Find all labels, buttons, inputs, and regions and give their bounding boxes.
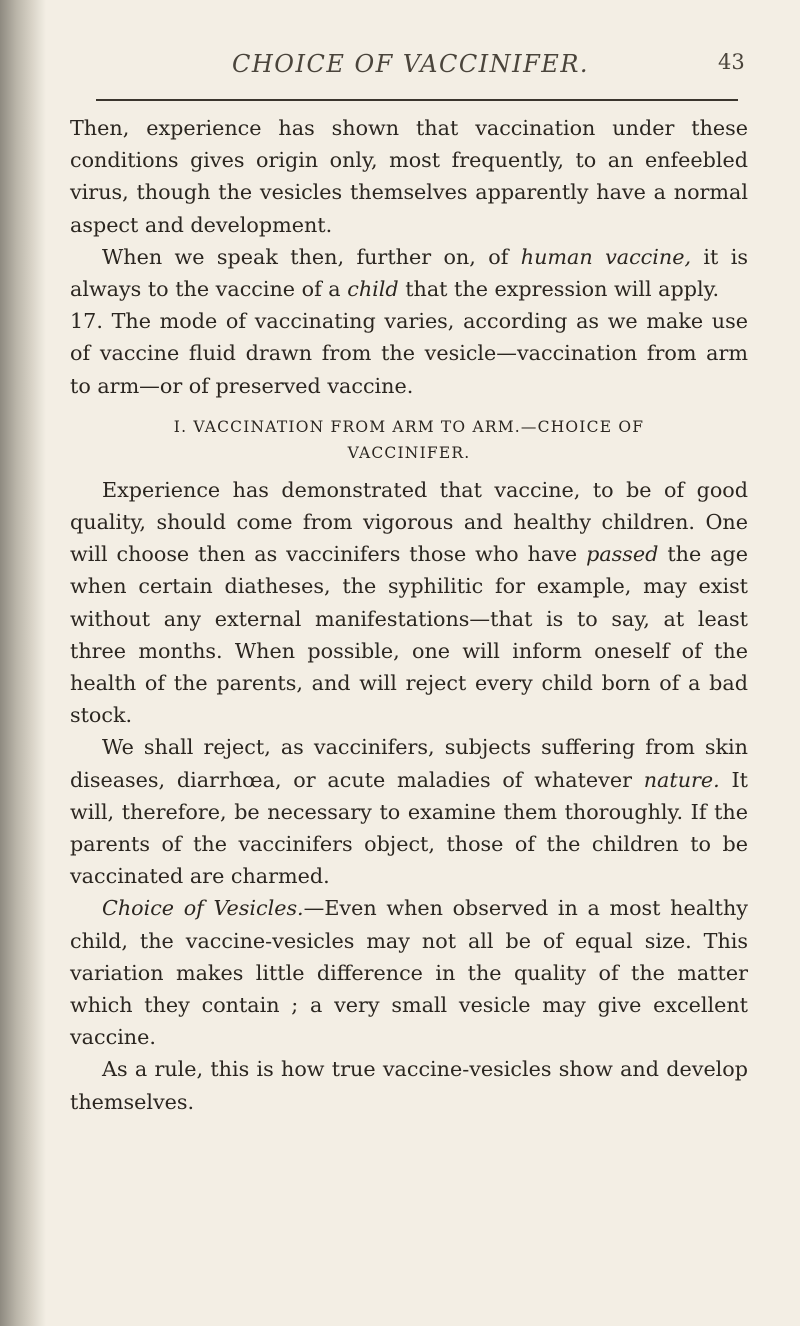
paragraph-4 <box>70 474 748 732</box>
section-heading-line-1: I. VACCINATION FROM ARM TO ARM.—CHOICE OF <box>173 417 645 436</box>
paragraph-2-emphasis-human-vaccine: human vaccine, <box>520 244 692 269</box>
paragraph-7-text: As a rule, this is how true vaccine-vesicles show and develop themselves. <box>70 1057 748 1114</box>
paragraph-4-a: Experience has demonstrated that vaccine, to be of good quality, should come from vigorous and healthy children. One will choose then as vaccinifers those who have <box>70 477 748 567</box>
paragraph-7 <box>70 1053 748 1117</box>
paragraph-5-emphasis-nature: nature. <box>643 767 720 792</box>
section-heading-line-2: VACCINIFER. <box>347 443 471 462</box>
running-title: CHOICE OF VACCINIFER. <box>232 50 590 78</box>
paragraph-3-text: 17. The mode of vaccinating varies, according as we make use of vaccine fluid drawn from the vesicle—vaccination from arm to arm—or of preserved vaccine. <box>70 309 748 398</box>
paragraph-2-e: that the expression will apply. <box>398 277 720 302</box>
page-number: 43 <box>718 50 745 74</box>
paragraph-5 <box>70 731 748 892</box>
paragraph-3 <box>70 305 748 402</box>
paragraph-6 <box>70 892 748 1053</box>
body-text <box>70 112 748 1118</box>
paragraph-4-emphasis-passed: passed <box>586 542 659 567</box>
paragraph-5-c: It will, therefore, be necessary to examine them thoroughly. If the parents of the vaccinifers object, those of the children to be vaccinated are charmed. <box>70 767 748 889</box>
paragraph-5-a: We shall reject, as vaccinifers, subjects suffering from skin diseases, diarrhœa, or acute maladies of whatever <box>70 735 748 792</box>
paragraph-2-emphasis-child: child <box>347 277 399 302</box>
paragraph-2 <box>70 241 748 305</box>
paragraph-1-text: Then, experience has shown that vaccination under these conditions gives origin only, most frequently, to an enfeebled virus, though the vesicles themselves apparently have a normal aspect and development. <box>70 116 748 237</box>
paragraph-4-c: the age when certain diatheses, the syphilitic for example, may exist without any external manifestations—that is to say, at least three months. When possible, one will inform oneself of the health of the parents, and will reject every child born of a bad stock. <box>70 542 748 728</box>
page-header <box>0 46 800 86</box>
section-heading <box>70 414 748 466</box>
paragraph-6-b: —Even when observed in a most healthy child, the vaccine-vesicles may not all be of equal size. This variation makes little difference in the quality of the matter which they contain ; a very small vesicle may give excellent vaccine. <box>70 896 748 1050</box>
paragraph-6-subheading: Choice of Vesicles. <box>102 896 304 921</box>
header-rule <box>96 99 738 101</box>
paragraph-2-c: it is always to the vaccine of a <box>70 244 748 302</box>
paragraph-1 <box>70 112 748 241</box>
paragraph-2-a: When we speak then, further on, of <box>102 244 521 269</box>
